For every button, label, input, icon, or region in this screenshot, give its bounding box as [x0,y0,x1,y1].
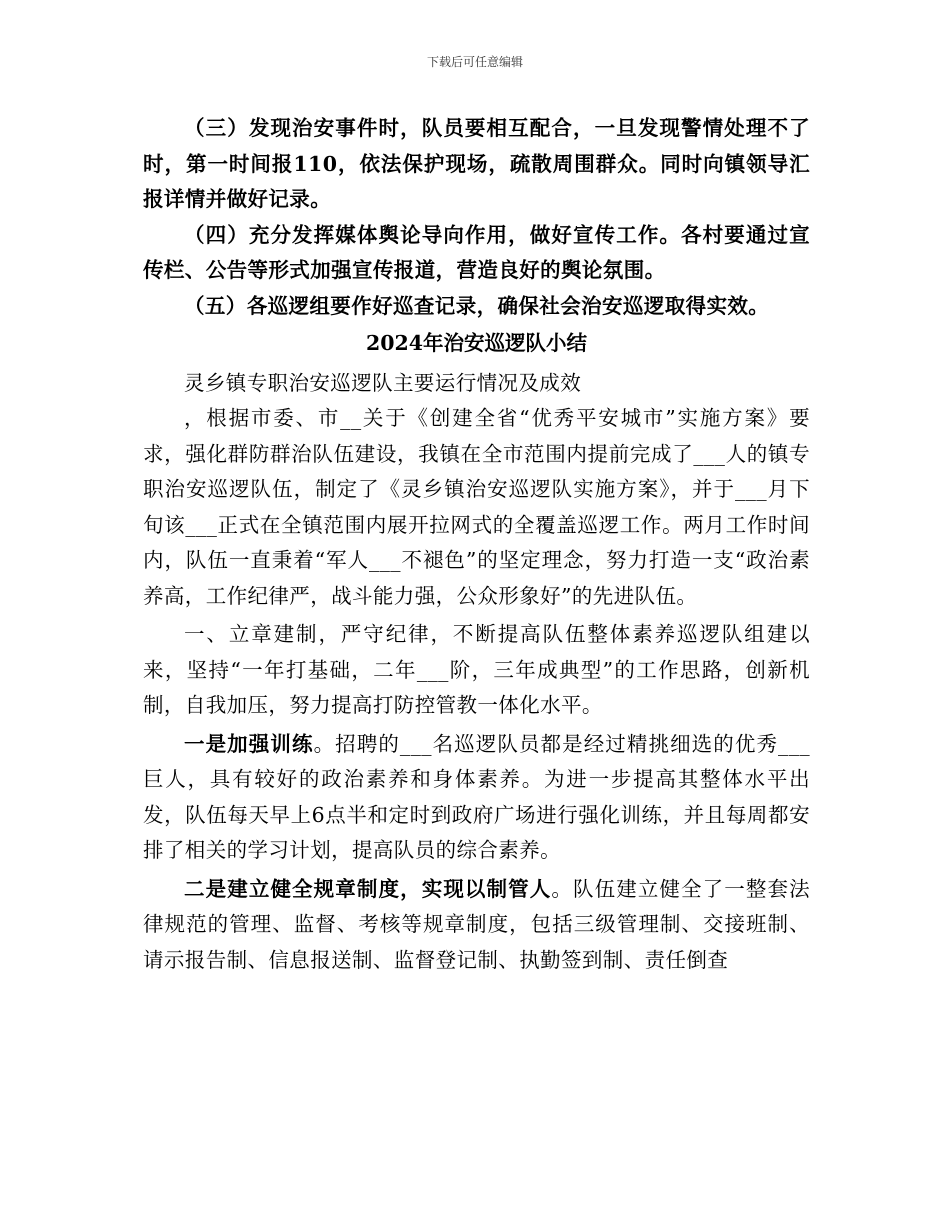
subtitle-line: 灵乡镇专职治安巡逻队主要运行情况及成效 [184,370,582,395]
bold-item-three: （三）发现治安事件时，队员要相互配合，一旦发现警情处理不了时，第一时间报110，依法保护现场，疏散周围群众。同时向镇领导汇报详情并做好记录。 [143,116,810,211]
section-one-paragraph: 一、立章建制，严守纪律，不断提高队伍整体素养巡逻队组建以来，坚持“一年打基础，二年___阶，三年成典型”的工作思路，创新机制，自我加压，努力提高打防控管教一体化水平。 [143,622,810,717]
document-body [143,111,810,978]
bold-item-five: （五）各巡逻组要作好巡查记录，确保社会治安巡逻取得实效。 [184,293,770,318]
point-two-paragraph [143,872,810,979]
point-two-lead: 二是建立健全规章制度，实现以制管人 [184,876,552,901]
point-one-paragraph [143,727,810,869]
intro-paragraph: ，根据市委、市__关于《创建全省“优秀平安城市”实施方案》要求，强化群防群治队伍建设，我镇在全市范围内提前完成了___人的镇专职治安巡逻队伍，制定了《灵乡镇治安巡逻队实施方案》，并于___月下旬该___正式在全镇范围内展开拉网式的全覆盖巡逻工作。两月工作时间内，队伍一直秉着“军人___不褪色”的坚定理念，努力打造一支“政治素养高，工作纪律严，战斗能力强，公众形象好”的先进队伍。 [143,406,810,608]
point-two-body: 。队伍建立健全了一整套法律规范的管理、监督、考核等规章制度，包括三级管理制、交接班制、请示报告制、信息报送制、监督登记制、执勤签到制、责任倒查 [143,876,810,972]
point-one-body: 。招聘的___名巡逻队员都是经过精挑细选的优秀___巨人，具有较好的政治素养和身体素养。为进一步提高其整体水平出发，队伍每天早上6点半和定时到政府广场进行强化训练，并且每周都安排了相关的学习计划，提高队员的综合素养。 [143,731,810,862]
document-title: 2024年治安巡逻队小结 [365,331,588,355]
page-header-note: 下载后可任意编辑 [426,55,523,69]
point-one-lead: 一是加强训练 [184,731,314,756]
bold-item-four: （四）充分发挥媒体舆论导向作用，做好宣传工作。各村要通过宣传栏、公告等形式加强宣传报道，营造良好的舆论氛围。 [143,222,810,282]
